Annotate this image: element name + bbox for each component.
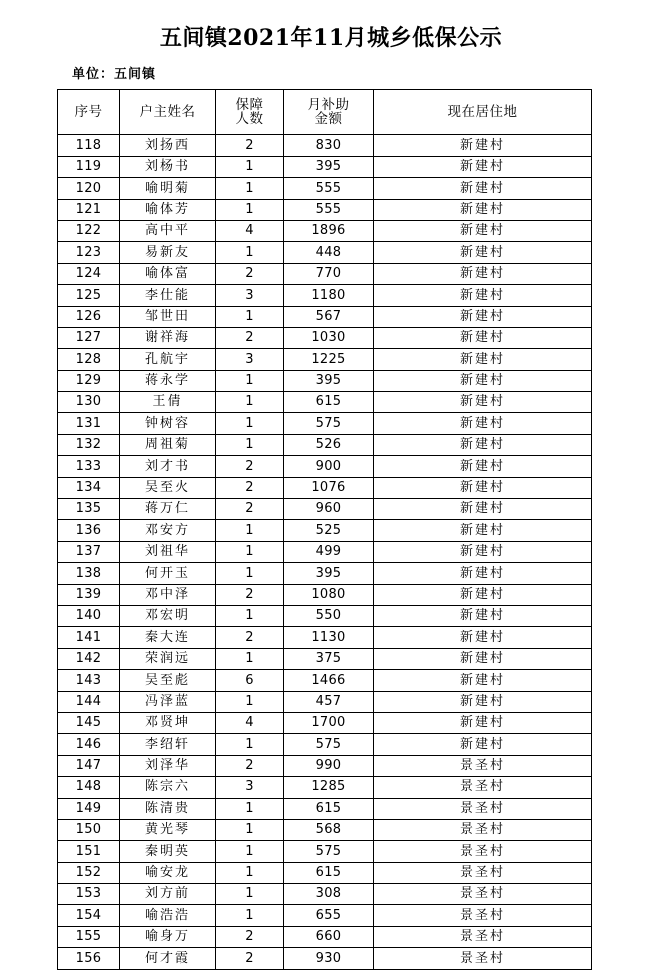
cell-monthly-subsidy: 568	[284, 819, 374, 840]
cell-sequence: 132	[58, 434, 120, 455]
cell-sequence: 143	[58, 670, 120, 691]
cell-current-residence: 新建村	[374, 370, 592, 391]
cell-householder-name: 何才霞	[120, 948, 216, 969]
cell-householder-name: 何开玉	[120, 563, 216, 584]
cell-sequence: 145	[58, 712, 120, 733]
cell-current-residence: 新建村	[374, 349, 592, 370]
cell-person-count: 1	[216, 392, 284, 413]
cell-householder-name: 王倩	[120, 392, 216, 413]
cell-householder-name: 李绍轩	[120, 734, 216, 755]
cell-current-residence: 新建村	[374, 605, 592, 626]
cell-sequence: 127	[58, 327, 120, 348]
cell-sequence: 146	[58, 734, 120, 755]
cell-person-count: 4	[216, 712, 284, 733]
cell-current-residence: 景圣村	[374, 905, 592, 926]
column-header-monthly-subsidy	[284, 90, 374, 135]
column-header-monthly-subsidy-line1: 月补助	[307, 97, 350, 114]
table-row	[58, 156, 592, 177]
cell-current-residence: 新建村	[374, 199, 592, 220]
cell-current-residence: 景圣村	[374, 755, 592, 776]
cell-sequence: 149	[58, 798, 120, 819]
cell-sequence: 133	[58, 456, 120, 477]
cell-monthly-subsidy: 990	[284, 755, 374, 776]
cell-sequence: 128	[58, 349, 120, 370]
cell-person-count: 3	[216, 349, 284, 370]
column-header-current-residence: 现在居住地	[374, 90, 592, 135]
table-row	[58, 178, 592, 199]
cell-current-residence: 新建村	[374, 413, 592, 434]
cell-monthly-subsidy: 770	[284, 263, 374, 284]
column-header-householder-name: 户主姓名	[120, 90, 216, 135]
cell-person-count: 1	[216, 605, 284, 626]
table-row	[58, 627, 592, 648]
cell-householder-name: 吴至火	[120, 477, 216, 498]
cell-householder-name: 喻身万	[120, 926, 216, 947]
table-container	[0, 82, 662, 969]
cell-householder-name: 蒋永学	[120, 370, 216, 391]
cell-sequence: 156	[58, 948, 120, 969]
table-row	[58, 285, 592, 306]
cell-householder-name: 刘扬西	[120, 135, 216, 156]
table-row	[58, 712, 592, 733]
cell-sequence: 130	[58, 392, 120, 413]
cell-householder-name: 孔航宇	[120, 349, 216, 370]
cell-monthly-subsidy: 550	[284, 605, 374, 626]
cell-sequence: 151	[58, 841, 120, 862]
table-row	[58, 220, 592, 241]
cell-person-count: 1	[216, 648, 284, 669]
cell-monthly-subsidy: 1466	[284, 670, 374, 691]
cell-householder-name: 刘泽华	[120, 755, 216, 776]
cell-sequence: 135	[58, 499, 120, 520]
cell-person-count: 2	[216, 456, 284, 477]
cell-current-residence: 新建村	[374, 563, 592, 584]
cell-person-count: 3	[216, 285, 284, 306]
cell-current-residence: 新建村	[374, 734, 592, 755]
cell-person-count: 1	[216, 178, 284, 199]
table-body	[58, 135, 592, 969]
table-row	[58, 926, 592, 947]
subsidy-table	[57, 89, 592, 969]
table-row	[58, 862, 592, 883]
cell-person-count: 2	[216, 755, 284, 776]
cell-householder-name: 易新友	[120, 242, 216, 263]
cell-person-count: 2	[216, 499, 284, 520]
cell-monthly-subsidy: 1285	[284, 777, 374, 798]
cell-householder-name: 刘方前	[120, 884, 216, 905]
cell-person-count: 2	[216, 627, 284, 648]
cell-current-residence: 景圣村	[374, 926, 592, 947]
cell-monthly-subsidy: 448	[284, 242, 374, 263]
cell-person-count: 1	[216, 199, 284, 220]
cell-person-count: 1	[216, 520, 284, 541]
cell-sequence: 129	[58, 370, 120, 391]
cell-sequence: 121	[58, 199, 120, 220]
cell-person-count: 1	[216, 541, 284, 562]
cell-monthly-subsidy: 1896	[284, 220, 374, 241]
cell-sequence: 141	[58, 627, 120, 648]
cell-current-residence: 新建村	[374, 456, 592, 477]
cell-householder-name: 刘杨书	[120, 156, 216, 177]
cell-householder-name: 高中平	[120, 220, 216, 241]
cell-person-count: 1	[216, 413, 284, 434]
table-row	[58, 948, 592, 969]
cell-current-residence: 新建村	[374, 156, 592, 177]
cell-householder-name: 吴至彪	[120, 670, 216, 691]
cell-sequence: 134	[58, 477, 120, 498]
cell-current-residence: 新建村	[374, 541, 592, 562]
table-row	[58, 798, 592, 819]
cell-current-residence: 新建村	[374, 263, 592, 284]
cell-householder-name: 陈清贵	[120, 798, 216, 819]
cell-monthly-subsidy: 575	[284, 841, 374, 862]
table-row	[58, 263, 592, 284]
table-row	[58, 499, 592, 520]
table-row	[58, 242, 592, 263]
cell-monthly-subsidy: 575	[284, 413, 374, 434]
cell-monthly-subsidy: 930	[284, 948, 374, 969]
table-row	[58, 327, 592, 348]
cell-monthly-subsidy: 1180	[284, 285, 374, 306]
cell-householder-name: 钟树容	[120, 413, 216, 434]
cell-person-count: 1	[216, 306, 284, 327]
cell-sequence: 124	[58, 263, 120, 284]
cell-current-residence: 新建村	[374, 135, 592, 156]
table-row	[58, 777, 592, 798]
cell-current-residence: 新建村	[374, 327, 592, 348]
table-row	[58, 670, 592, 691]
cell-person-count: 2	[216, 477, 284, 498]
cell-current-residence: 景圣村	[374, 862, 592, 883]
cell-monthly-subsidy: 1225	[284, 349, 374, 370]
table-row	[58, 541, 592, 562]
cell-sequence: 122	[58, 220, 120, 241]
cell-monthly-subsidy: 615	[284, 862, 374, 883]
cell-monthly-subsidy: 555	[284, 178, 374, 199]
cell-current-residence: 新建村	[374, 627, 592, 648]
cell-monthly-subsidy: 395	[284, 563, 374, 584]
cell-monthly-subsidy: 499	[284, 541, 374, 562]
cell-sequence: 153	[58, 884, 120, 905]
cell-person-count: 1	[216, 156, 284, 177]
cell-current-residence: 景圣村	[374, 841, 592, 862]
cell-sequence: 155	[58, 926, 120, 947]
cell-person-count: 1	[216, 434, 284, 455]
cell-current-residence: 新建村	[374, 178, 592, 199]
table-row	[58, 520, 592, 541]
cell-current-residence: 景圣村	[374, 777, 592, 798]
cell-householder-name: 刘才书	[120, 456, 216, 477]
cell-monthly-subsidy: 375	[284, 648, 374, 669]
cell-householder-name: 邓中泽	[120, 584, 216, 605]
cell-householder-name: 邹世田	[120, 306, 216, 327]
cell-person-count: 6	[216, 670, 284, 691]
cell-person-count: 2	[216, 327, 284, 348]
cell-person-count: 1	[216, 734, 284, 755]
cell-current-residence: 新建村	[374, 712, 592, 733]
cell-person-count: 2	[216, 263, 284, 284]
cell-sequence: 125	[58, 285, 120, 306]
cell-current-residence: 新建村	[374, 306, 592, 327]
cell-householder-name: 黄光琴	[120, 819, 216, 840]
cell-sequence: 119	[58, 156, 120, 177]
table-row	[58, 819, 592, 840]
cell-current-residence: 新建村	[374, 220, 592, 241]
cell-person-count: 1	[216, 370, 284, 391]
cell-householder-name: 喻安龙	[120, 862, 216, 883]
cell-current-residence: 景圣村	[374, 798, 592, 819]
cell-sequence: 138	[58, 563, 120, 584]
table-header	[58, 90, 592, 135]
cell-sequence: 126	[58, 306, 120, 327]
cell-householder-name: 邓安方	[120, 520, 216, 541]
cell-current-residence: 新建村	[374, 520, 592, 541]
cell-person-count: 1	[216, 691, 284, 712]
cell-householder-name: 邓宏明	[120, 605, 216, 626]
cell-sequence: 118	[58, 135, 120, 156]
cell-person-count: 2	[216, 584, 284, 605]
cell-monthly-subsidy: 395	[284, 156, 374, 177]
cell-householder-name: 喻体富	[120, 263, 216, 284]
table-row	[58, 477, 592, 498]
cell-sequence: 123	[58, 242, 120, 263]
cell-sequence: 148	[58, 777, 120, 798]
cell-person-count: 1	[216, 242, 284, 263]
cell-monthly-subsidy: 567	[284, 306, 374, 327]
table-header-row	[58, 90, 592, 135]
cell-householder-name: 刘祖华	[120, 541, 216, 562]
cell-householder-name: 秦明英	[120, 841, 216, 862]
table-row	[58, 605, 592, 626]
cell-person-count: 1	[216, 884, 284, 905]
cell-monthly-subsidy: 555	[284, 199, 374, 220]
cell-householder-name: 邓贤坤	[120, 712, 216, 733]
cell-householder-name: 荣润远	[120, 648, 216, 669]
cell-person-count: 1	[216, 798, 284, 819]
table-row	[58, 648, 592, 669]
cell-person-count: 1	[216, 905, 284, 926]
cell-person-count: 4	[216, 220, 284, 241]
cell-person-count: 3	[216, 777, 284, 798]
cell-current-residence: 新建村	[374, 392, 592, 413]
cell-current-residence: 新建村	[374, 691, 592, 712]
table-row	[58, 199, 592, 220]
table-row	[58, 691, 592, 712]
table-row	[58, 456, 592, 477]
cell-sequence: 154	[58, 905, 120, 926]
cell-monthly-subsidy: 660	[284, 926, 374, 947]
table-row	[58, 841, 592, 862]
table-row	[58, 370, 592, 391]
column-header-person-count	[216, 90, 284, 135]
cell-monthly-subsidy: 575	[284, 734, 374, 755]
cell-current-residence: 新建村	[374, 670, 592, 691]
cell-householder-name: 秦大连	[120, 627, 216, 648]
cell-current-residence: 新建村	[374, 242, 592, 263]
cell-monthly-subsidy: 615	[284, 392, 374, 413]
table-row	[58, 884, 592, 905]
cell-monthly-subsidy: 1130	[284, 627, 374, 648]
cell-monthly-subsidy: 526	[284, 434, 374, 455]
cell-monthly-subsidy: 308	[284, 884, 374, 905]
cell-person-count: 2	[216, 948, 284, 969]
cell-sequence: 139	[58, 584, 120, 605]
cell-monthly-subsidy: 830	[284, 135, 374, 156]
table-row	[58, 584, 592, 605]
cell-current-residence: 景圣村	[374, 884, 592, 905]
page-title: 五间镇2021年11月城乡低保公示	[159, 25, 503, 51]
cell-monthly-subsidy: 1080	[284, 584, 374, 605]
cell-current-residence: 新建村	[374, 648, 592, 669]
cell-person-count: 1	[216, 862, 284, 883]
table-row	[58, 905, 592, 926]
cell-sequence: 150	[58, 819, 120, 840]
cell-sequence: 147	[58, 755, 120, 776]
cell-householder-name: 喻明菊	[120, 178, 216, 199]
table-row	[58, 755, 592, 776]
cell-sequence: 152	[58, 862, 120, 883]
column-header-person-count-line1: 保障	[235, 97, 264, 114]
unit-label: 单位：五间镇	[72, 67, 157, 83]
cell-current-residence: 新建村	[374, 434, 592, 455]
cell-monthly-subsidy: 900	[284, 456, 374, 477]
cell-monthly-subsidy: 655	[284, 905, 374, 926]
cell-monthly-subsidy: 1030	[284, 327, 374, 348]
cell-person-count: 1	[216, 841, 284, 862]
cell-sequence: 144	[58, 691, 120, 712]
cell-current-residence: 新建村	[374, 584, 592, 605]
table-row	[58, 306, 592, 327]
cell-sequence: 140	[58, 605, 120, 626]
cell-householder-name: 喻浩浩	[120, 905, 216, 926]
cell-householder-name: 陈宗六	[120, 777, 216, 798]
cell-householder-name: 周祖菊	[120, 434, 216, 455]
cell-monthly-subsidy: 1076	[284, 477, 374, 498]
cell-current-residence: 新建村	[374, 285, 592, 306]
cell-householder-name: 李仕能	[120, 285, 216, 306]
cell-person-count: 1	[216, 563, 284, 584]
table-row	[58, 135, 592, 156]
table-row	[58, 349, 592, 370]
table-row	[58, 392, 592, 413]
cell-monthly-subsidy: 525	[284, 520, 374, 541]
cell-person-count: 1	[216, 819, 284, 840]
cell-current-residence: 新建村	[374, 499, 592, 520]
cell-sequence: 137	[58, 541, 120, 562]
cell-monthly-subsidy: 457	[284, 691, 374, 712]
cell-sequence: 120	[58, 178, 120, 199]
cell-monthly-subsidy: 1700	[284, 712, 374, 733]
table-row	[58, 434, 592, 455]
cell-current-residence: 景圣村	[374, 819, 592, 840]
cell-monthly-subsidy: 615	[284, 798, 374, 819]
table-row	[58, 734, 592, 755]
cell-person-count: 2	[216, 135, 284, 156]
cell-person-count: 2	[216, 926, 284, 947]
cell-sequence: 131	[58, 413, 120, 434]
cell-current-residence: 新建村	[374, 477, 592, 498]
table-row	[58, 563, 592, 584]
column-header-monthly-subsidy-line2: 金额	[314, 111, 343, 128]
cell-monthly-subsidy: 960	[284, 499, 374, 520]
cell-householder-name: 蒋万仁	[120, 499, 216, 520]
cell-current-residence: 景圣村	[374, 948, 592, 969]
column-header-sequence: 序号	[58, 90, 120, 135]
cell-householder-name: 冯泽蓝	[120, 691, 216, 712]
cell-sequence: 136	[58, 520, 120, 541]
column-header-person-count-line2: 人数	[235, 111, 264, 128]
table-row	[58, 413, 592, 434]
cell-monthly-subsidy: 395	[284, 370, 374, 391]
cell-sequence: 142	[58, 648, 120, 669]
cell-householder-name: 谢祥海	[120, 327, 216, 348]
cell-householder-name: 喻体芳	[120, 199, 216, 220]
